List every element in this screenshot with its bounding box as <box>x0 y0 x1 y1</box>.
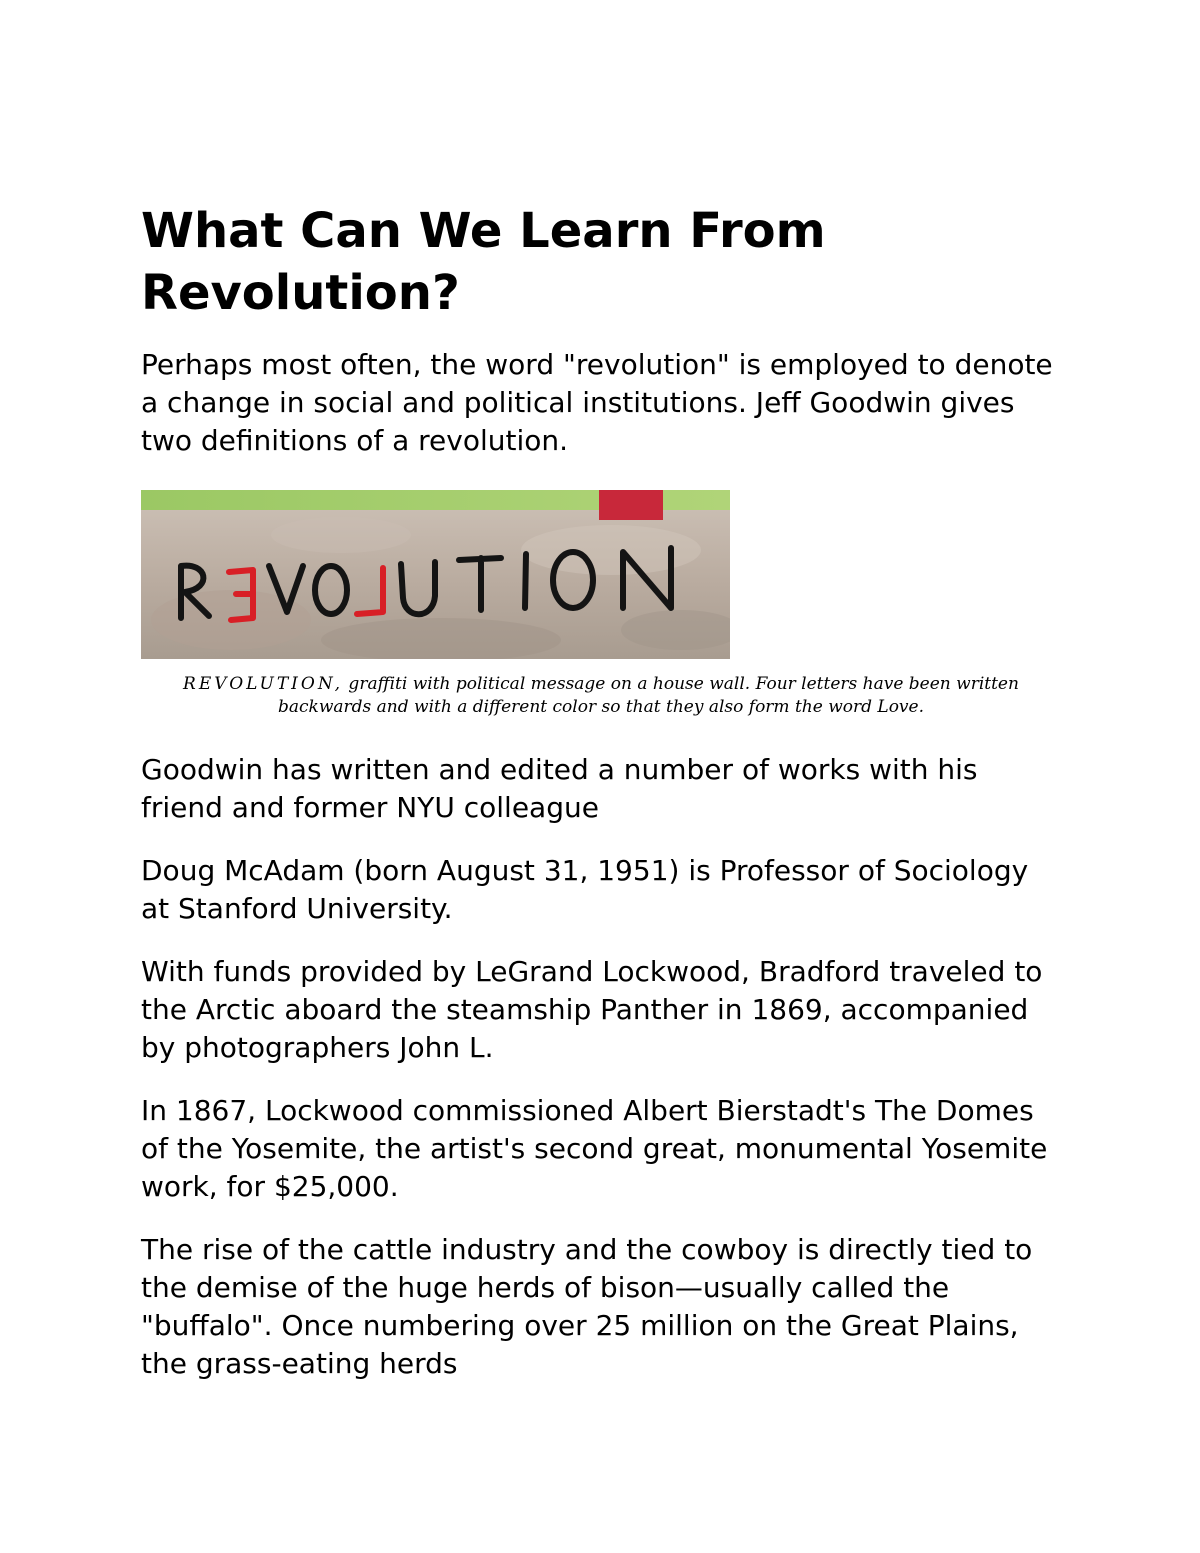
caption-text: graffiti with political message on a house wall. Four letters have been written backwards and with a different color so that they also form the word Love. <box>277 674 1019 717</box>
body-paragraph: In 1867, Lockwood commissioned Albert Bierstadt's The Domes of the Yosemite, the artist's second great, monumental Yosemite work, for $25,000. <box>141 1094 1048 1203</box>
body-paragraph: The rise of the cattle industry and the cowboy is directly tied to the demise of the huge herds of bison—usually called the "buffalo". Once numbering over 25 million on the Great Plains, the grass-eating herds <box>141 1233 1033 1380</box>
caption-lead: REVOLUTION, <box>183 674 344 694</box>
intro-paragraph: Perhaps most often, the word "revolution" is employed to denote a change in social and political institutions. Jeff Goodwin gives two definitions of a revolution. <box>141 348 1053 457</box>
revolution-graffiti-image <box>141 490 730 659</box>
document-title: What Can We Learn From Revolution? <box>141 203 826 321</box>
document-page <box>141 200 1061 1408</box>
body-paragraph: Doug McAdam (born August 31, 1951) is Professor of Sociology at Stanford University. <box>141 854 1029 925</box>
body-paragraph: With funds provided by LeGrand Lockwood, Bradford traveled to the Arctic aboard the steamship Panther in 1869, accompanied by photographers John L. <box>141 955 1043 1064</box>
body-paragraph: Goodwin has written and edited a number of works with his friend and former NYU colleague <box>141 753 978 824</box>
figure-caption <box>161 673 1041 719</box>
